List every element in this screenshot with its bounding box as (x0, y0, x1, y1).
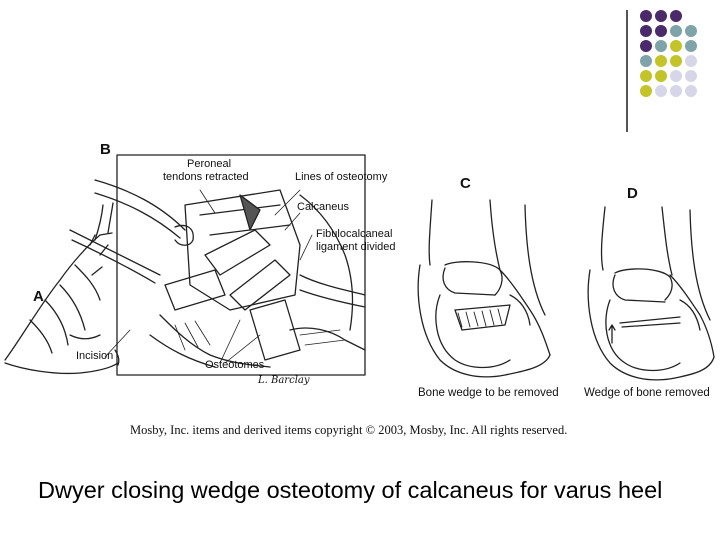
copyright-notice: Mosby, Inc. items and derived items copyright © 2003, Mosby, Inc. All rights reserved. (130, 423, 568, 437)
panel-a-foot (5, 203, 119, 373)
label-lines-of-osteotomy: Lines of osteotomy (295, 171, 388, 183)
label-bone-wedge-to-be-removed: Bone wedge to be removed (418, 387, 559, 399)
decorative-dot (670, 85, 682, 97)
panel-label-b: B (100, 141, 111, 158)
label-incision: Incision (76, 350, 114, 362)
decorative-dot (670, 55, 682, 67)
label-calcaneus: Calcaneus (297, 201, 349, 213)
decorative-dot (640, 25, 652, 37)
decorative-dot (640, 85, 652, 97)
label-osteotomes: Osteotomes (205, 359, 265, 371)
decorative-dot (640, 40, 652, 52)
decorative-dot (670, 25, 682, 37)
decorative-dot (685, 85, 697, 97)
label-peroneal-line2: tendons retracted (163, 171, 249, 183)
decorative-dot (685, 40, 697, 52)
decorative-dot (655, 40, 667, 52)
decorative-dot (640, 55, 652, 67)
panel-label-c: C (460, 175, 471, 192)
panel-d-heel (588, 207, 714, 380)
decorative-dot (640, 10, 652, 22)
decorative-dot (655, 70, 667, 82)
label-wedge-of-bone-removed: Wedge of bone removed (584, 387, 710, 399)
panel-label-a: A (33, 288, 44, 305)
slide-caption: Dwyer closing wedge osteotomy of calcaneus for varus heel (38, 477, 663, 503)
decorative-vertical-line (626, 10, 628, 132)
decorative-dot (685, 25, 697, 37)
decorative-dot (655, 25, 667, 37)
decorative-dot (670, 70, 682, 82)
decorative-dot (640, 70, 652, 82)
decorative-dot (685, 55, 697, 67)
illustrator-signature: L. Barclay (258, 375, 310, 386)
label-fibulocalcaneal-line1: Fibulocalcaneal (316, 228, 393, 240)
decorative-dot (655, 10, 667, 22)
label-fibulocalcaneal-line2: ligament divided (316, 241, 396, 253)
decorative-dot (670, 40, 682, 52)
medical-illustration (0, 135, 720, 435)
panel-label-d: D (627, 185, 638, 202)
label-peroneal-line1: Peroneal (187, 158, 232, 170)
decorative-dot (655, 85, 667, 97)
decorative-dot (670, 10, 682, 22)
panel-c-heel (418, 200, 550, 377)
decorative-dot (685, 70, 697, 82)
decorative-dot (655, 55, 667, 67)
